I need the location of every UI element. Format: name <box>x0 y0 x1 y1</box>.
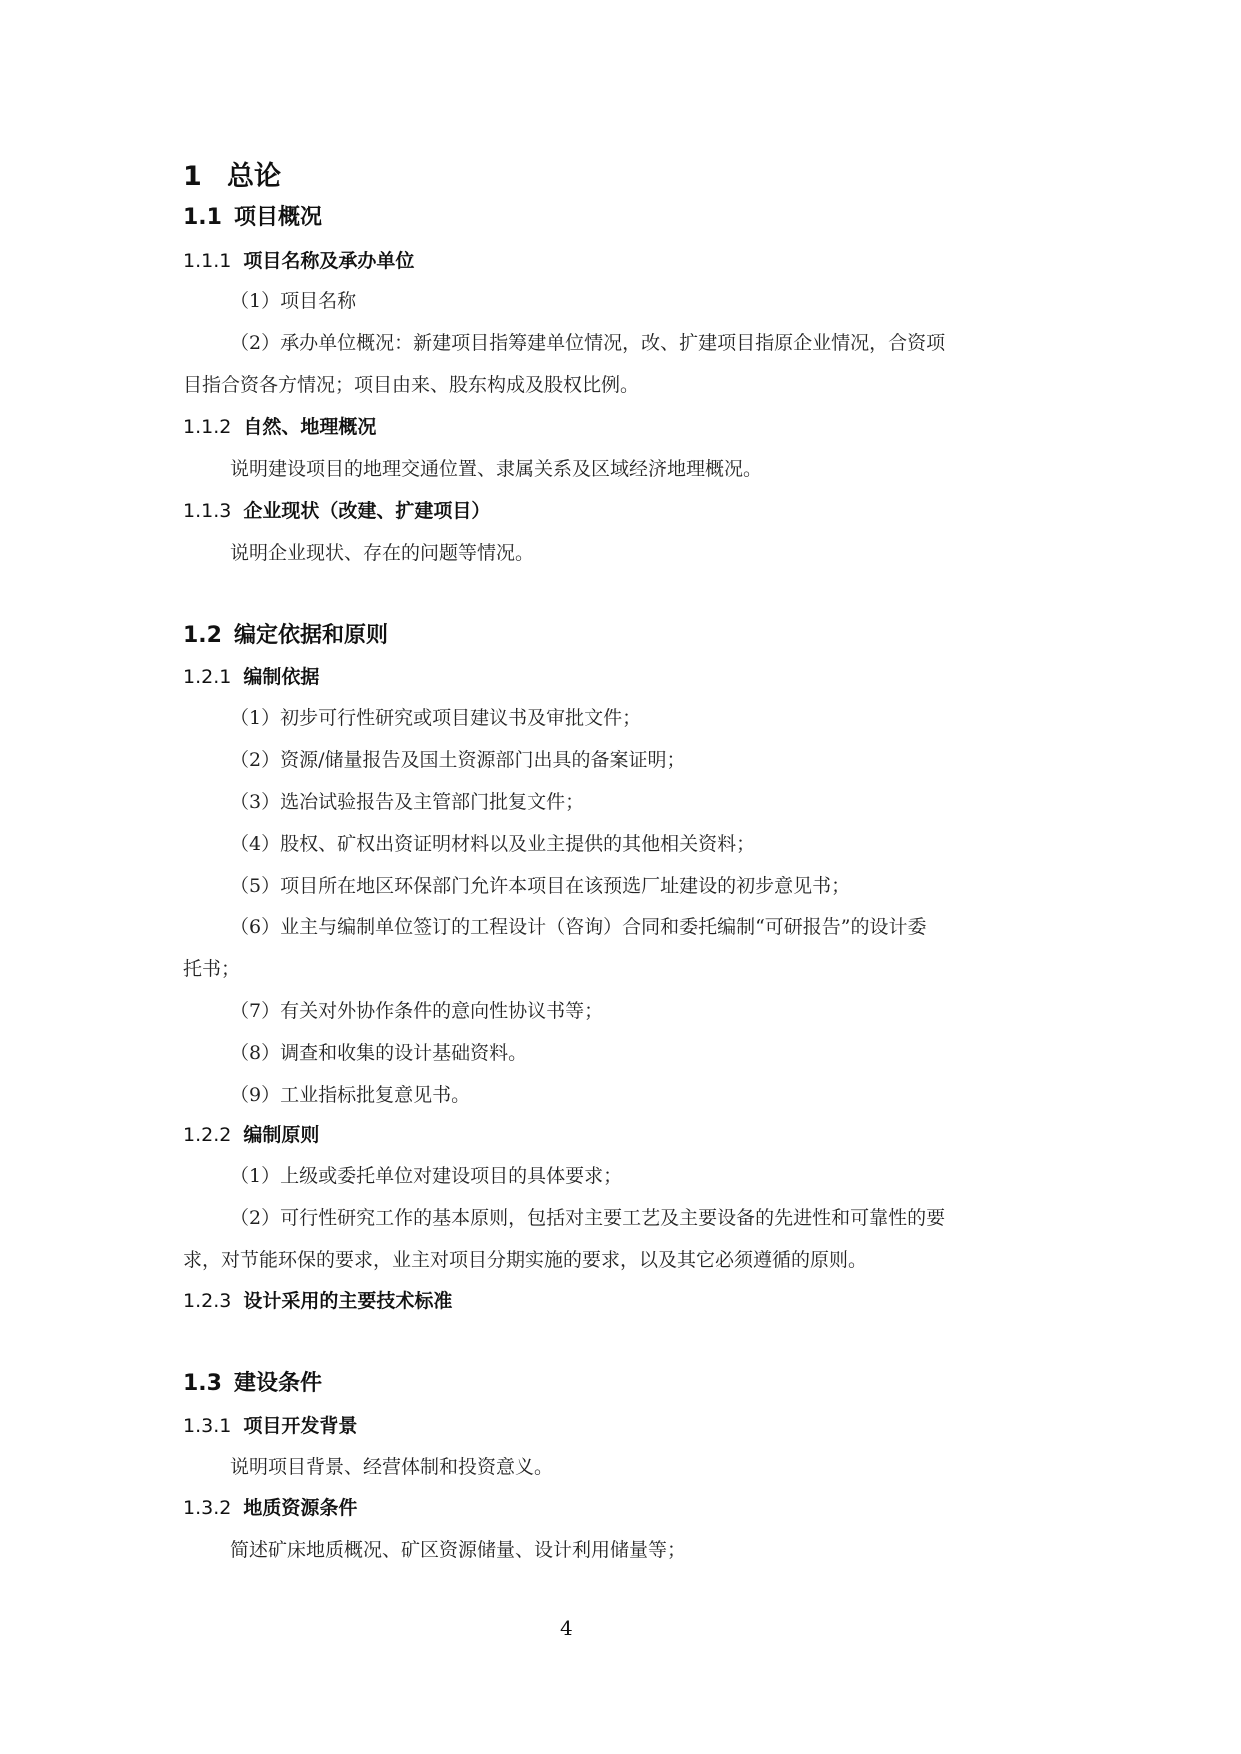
subsection-title: 设计采用的主要技术标准 <box>243 1290 453 1312</box>
subsection-title: 自然、地理概况 <box>243 416 377 438</box>
subsection-title: 项目开发背景 <box>243 1415 358 1437</box>
subsection-number: 1.1.1 <box>183 250 232 272</box>
subsection-number: 1.1.2 <box>183 416 232 438</box>
subsection-heading-1-2-3 <box>183 1286 452 1313</box>
subsection-number: 1.2.2 <box>183 1124 232 1146</box>
chapter-heading <box>183 154 281 193</box>
subsection-heading-1-3-1 <box>183 1411 357 1438</box>
paragraph-line: 目指合资各方情况；项目由来、股东构成及股权比例。 <box>183 374 640 396</box>
page-number: 4 <box>560 1616 573 1640</box>
subsection-number: 1.3.2 <box>183 1497 232 1519</box>
subsection-number: 1.2.3 <box>183 1290 232 1312</box>
list-item: （2）资源/储量报告及国土资源部门出具的备案证明； <box>230 749 686 771</box>
list-item: （4）股权、矿权出资证明材料以及业主提供的其他相关资料； <box>230 833 756 855</box>
list-item: （1）初步可行性研究或项目建议书及审批文件； <box>230 707 642 729</box>
section-heading-1-1 <box>183 200 322 231</box>
list-item: （6）业主与编制单位签订的工程设计（咨询）合同和委托编制“可研报告”的设计委 <box>230 916 927 938</box>
section-number: 1.1 <box>183 205 222 230</box>
subsection-heading-1-1-2 <box>183 412 376 439</box>
list-item: （3）选冶试验报告及主管部门批复文件； <box>230 791 585 813</box>
subsection-title: 编制依据 <box>243 666 320 688</box>
subsection-title: 地质资源条件 <box>243 1497 358 1519</box>
paragraph-line: 说明建设项目的地理交通位置、隶属关系及区域经济地理概况。 <box>230 458 763 480</box>
paragraph-line: 说明企业现状、存在的问题等情况。 <box>230 542 535 564</box>
subsection-heading-1-2-2 <box>183 1120 319 1147</box>
subsection-number: 1.1.3 <box>183 500 232 522</box>
subsection-heading-1-3-2 <box>183 1493 357 1520</box>
paragraph-line: 说明项目背景、经营体制和投资意义。 <box>230 1456 554 1478</box>
section-heading-1-3 <box>183 1366 322 1397</box>
list-item: （8）调查和收集的设计基础资料。 <box>230 1042 528 1064</box>
subsection-number: 1.3.1 <box>183 1415 232 1437</box>
subsection-title: 企业现状（改建、扩建项目） <box>243 500 491 522</box>
subsection-heading-1-1-3 <box>183 496 490 523</box>
subsection-heading-1-1-1 <box>183 246 414 273</box>
list-item-continuation: 求，对节能环保的要求，业主对项目分期实施的要求，以及其它必须遵循的原则。 <box>183 1249 868 1271</box>
subsection-title: 编制原则 <box>243 1124 320 1146</box>
section-title: 项目概况 <box>233 205 322 230</box>
section-heading-1-2 <box>183 618 388 649</box>
chapter-number: 1 <box>183 161 202 192</box>
list-item: （7）有关对外协作条件的意向性协议书等； <box>230 1000 604 1022</box>
section-title: 编定依据和原则 <box>233 623 388 648</box>
subsection-title: 项目名称及承办单位 <box>243 250 415 272</box>
paragraph-line: 简述矿床地质概况、矿区资源储量、设计利用储量等； <box>230 1539 687 1561</box>
list-item: （5）项目所在地区环保部门允许本项目在该预选厂址建设的初步意见书； <box>230 875 851 897</box>
chapter-title: 总论 <box>227 161 281 192</box>
list-item: （2）可行性研究工作的基本原则，包括对主要工艺及主要设备的先进性和可靠性的要 <box>230 1207 946 1229</box>
section-number: 1.3 <box>183 1371 222 1396</box>
subsection-number: 1.2.1 <box>183 666 232 688</box>
subsection-heading-1-2-1 <box>183 662 319 689</box>
section-title: 建设条件 <box>233 1371 322 1396</box>
list-item-continuation: 托书； <box>183 958 241 980</box>
paragraph-line: （2）承办单位概况：新建项目指筹建单位情况，改、扩建项目指原企业情况，合资项 <box>230 332 946 354</box>
paragraph-line: （1）项目名称 <box>230 290 357 312</box>
list-item: （1）上级或委托单位对建设项目的具体要求； <box>230 1165 623 1187</box>
list-item: （9）工业指标批复意见书。 <box>230 1084 471 1106</box>
section-number: 1.2 <box>183 623 222 648</box>
